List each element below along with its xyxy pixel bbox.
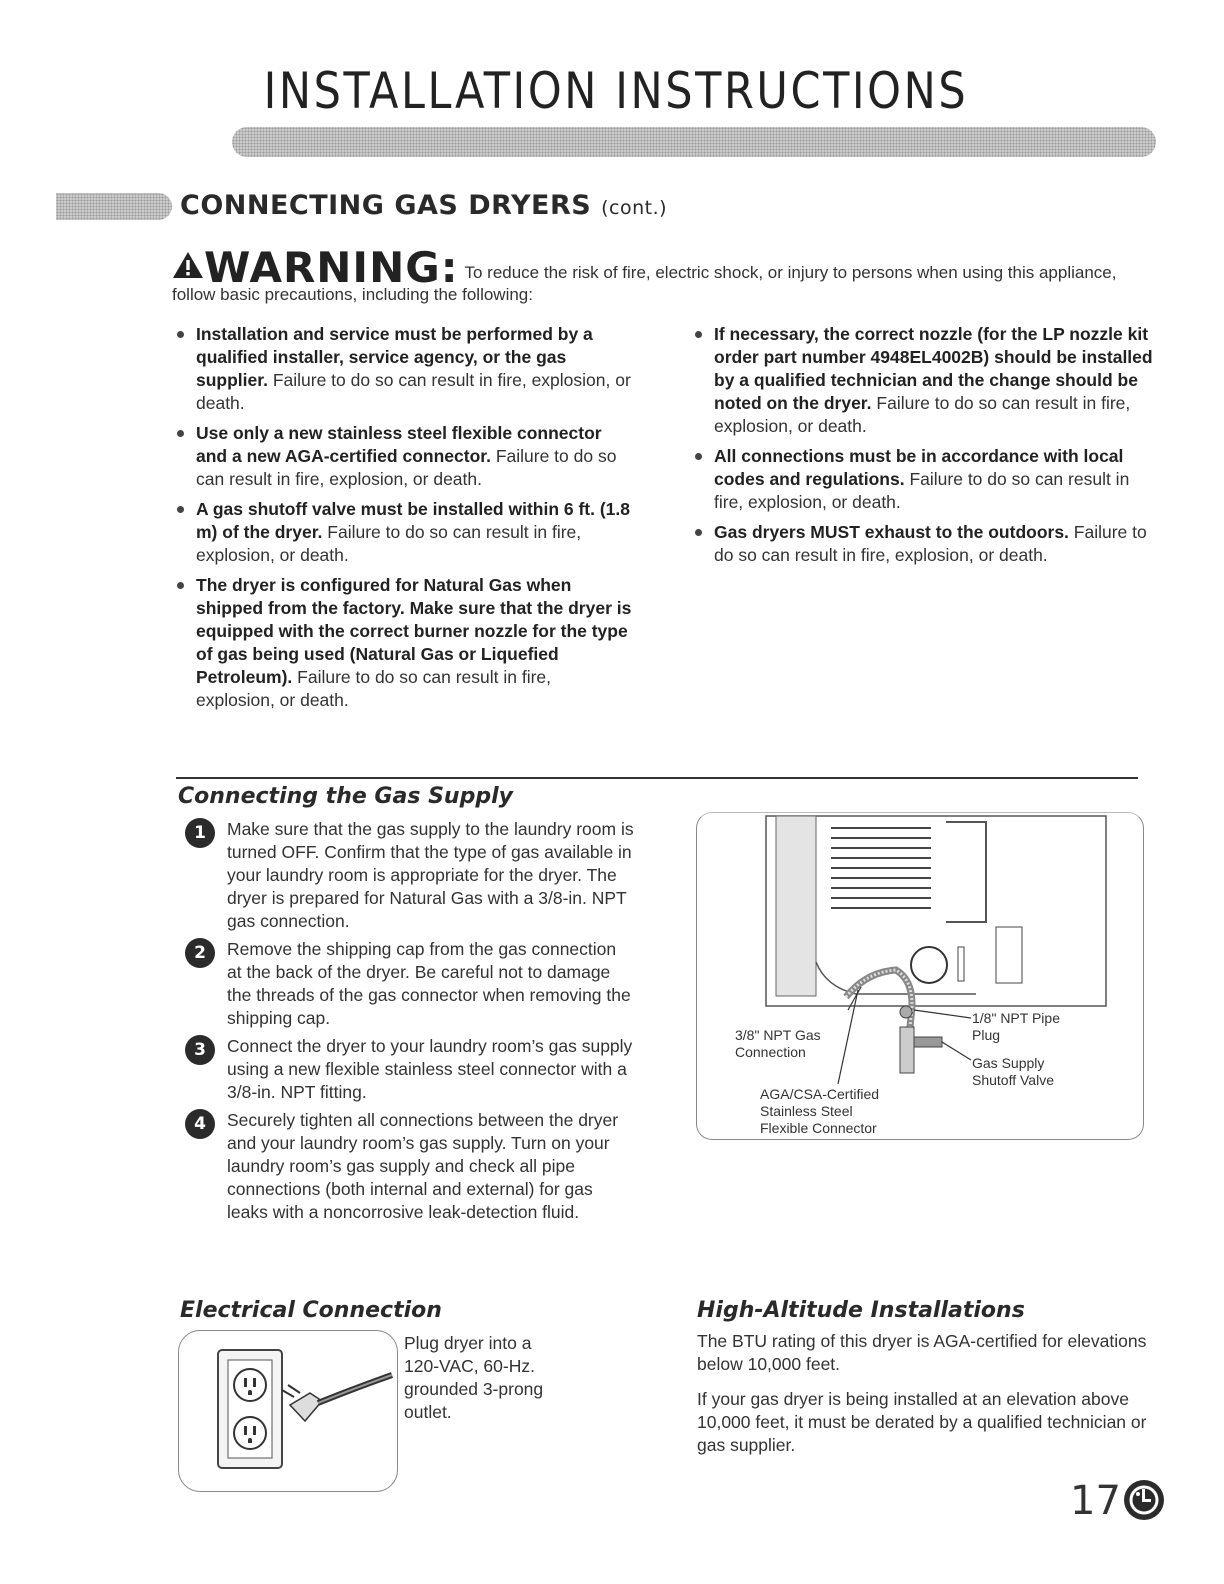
step-item: 1 Make sure that the gas supply to the laundry room is turned OFF. Confirm that the type of gas available in your laundry room is appropriate for the dryer. The dryer is prepared for Natural Gas with a 3/8-in. NPT gas connection. — [185, 818, 635, 933]
list-item: Use only a new stainless steel flexible connector and a new AGA-certified connector. Failure to do so can result in fire, explosion, or death. — [172, 422, 632, 491]
warning-label: WARNING: — [204, 243, 459, 292]
warning-block — [172, 243, 1132, 306]
label-pipe-plug: 1/8" NPT Pipe Plug — [972, 1010, 1060, 1043]
list-item: Gas dryers MUST exhaust to the outdoors. Failure to do so can result in fire, explosion, or death. — [690, 521, 1155, 567]
label-flexible-connector: AGA/CSA-Certified Stainless Steel Flexible Connector — [760, 1086, 880, 1136]
lg-logo-icon — [1122, 1478, 1166, 1522]
page-number: 17 — [1070, 1478, 1121, 1524]
altitude-paragraph-2: If your gas dryer is being installed at an elevation above 10,000 feet, it must be derated by a qualified technician or gas supplier. — [697, 1389, 1147, 1455]
section-title-text: CONNECTING GAS DRYERS — [180, 190, 592, 221]
altitude-paragraph-1: The BTU rating of this dryer is AGA-certified for elevations below 10,000 feet. — [697, 1331, 1147, 1374]
list-item: The dryer is configured for Natural Gas when shipped from the factory. Make sure that the dryer is equipped with the correct burner nozzle for the type of gas being used (Natural Gas or Liquefied Petroleum). Failure to do so can result in fire, explosion, or death. — [172, 574, 632, 712]
section-title — [180, 190, 667, 221]
step-number-icon: 2 — [185, 938, 215, 968]
svg-text:LG: LG — [1144, 1520, 1146, 1521]
warning-bullets-left — [172, 323, 632, 719]
list-item: A gas shutoff valve must be installed within 6 ft. (1.8 m) of the dryer. Failure to do so can result in fire, explosion, or death. — [172, 498, 632, 567]
list-item: Installation and service must be performed by a qualified installer, service agency, or the gas supplier. Failure to do so can result in fire, explosion, or death. — [172, 323, 632, 415]
warning-triangle-icon — [172, 250, 204, 280]
list-item: If necessary, the correct nozzle (for the LP nozzle kit order part number 4948EL4002B) should be installed by a qualified technician and the change should be noted on the dryer. Failure to do so can result in fire, explosion, or death. — [690, 323, 1155, 438]
warning-bullets-right — [690, 323, 1155, 574]
section-title-suffix: (cont.) — [601, 197, 668, 219]
page-title: INSTALLATION INSTRUCTIONS — [263, 62, 969, 120]
step-number-icon: 1 — [185, 818, 215, 848]
title-decorative-bar — [232, 127, 1156, 157]
gas-supply-heading: Connecting the Gas Supply — [178, 784, 513, 809]
list-item: All connections must be in accordance with local codes and regulations. Failure to do so can result in fire, explosion, or death. — [690, 445, 1155, 514]
outlet-plug-icon — [210, 1345, 400, 1475]
electrical-heading: Electrical Connection — [180, 1298, 442, 1323]
step-item: 3 Connect the dryer to your laundry room’s gas supply using a new flexible stainless steel connector with a 3/8-in. NPT fitting. — [185, 1035, 635, 1104]
step-item: 4 Securely tighten all connections between the dryer and your laundry room’s gas supply. Turn on your laundry room’s gas supply and check all pipe connections (both internal and external) for gas leaks with a noncorrosive leak-detection fluid. — [185, 1109, 635, 1224]
warning-intro: To reduce the risk of fire, electric shock, or injury to persons when using this appliance, follow basic precautions, including the following: — [172, 263, 1117, 304]
label-shutoff-valve: Gas Supply Shutoff Valve — [972, 1055, 1054, 1088]
label-gas-connection: 3/8" NPT Gas Connection — [735, 1027, 821, 1060]
section-decorative-pill — [56, 193, 172, 220]
electrical-text: Plug dryer into a 120-VAC, 60-Hz. grounded 3-prong outlet. — [404, 1333, 544, 1422]
section-divider — [176, 777, 1138, 779]
altitude-heading: High-Altitude Installations — [697, 1298, 1025, 1323]
step-number-icon: 3 — [185, 1035, 215, 1065]
step-item: 2 Remove the shipping cap from the gas connection at the back of the dryer. Be careful not to damage the threads of the gas connector when removing the shipping cap. — [185, 938, 635, 1030]
step-number-icon: 4 — [185, 1109, 215, 1139]
gas-supply-steps — [185, 818, 635, 1229]
